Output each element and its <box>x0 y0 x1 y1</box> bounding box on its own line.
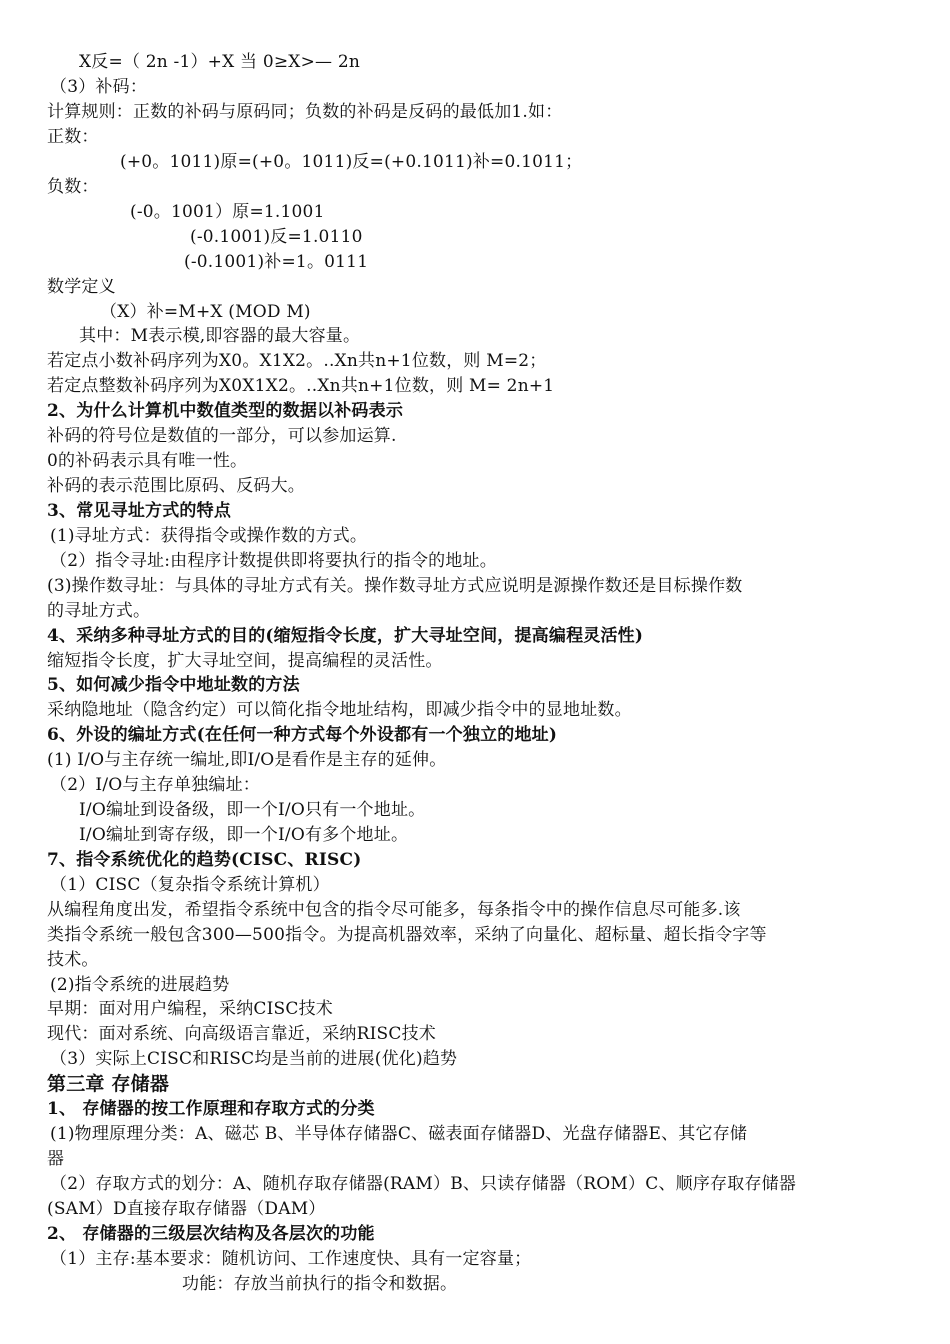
text-line: (1)寻址方式：获得指令或操作数的方式。 <box>50 526 368 546</box>
text-line: 类指令系统一般包含300—500指令。为提高机器效率，采纳了向量化、超标量、超长指令字等 <box>47 925 767 945</box>
text-line: 采纳隐地址（隐含约定）可以简化指令地址结构，即减少指令中的显地址数。 <box>47 700 632 720</box>
text-line: 正数： <box>47 127 99 147</box>
text-line: （1）CISC（复杂指令系统计算机） <box>50 875 330 895</box>
text-line: (1) I/O与主存统一编址,即I/O是看作是主存的延伸。 <box>47 750 447 770</box>
text-line: I/O编址到寄存级，即一个I/O有多个地址。 <box>79 825 409 845</box>
text-line: 的寻址方式。 <box>47 601 151 621</box>
text-line: （2）指令寻址:由程序计数提供即将要执行的指令的地址。 <box>50 551 497 571</box>
text-line: （1）主存:基本要求：随机访问、工作速度快、具有一定容量； <box>50 1249 532 1269</box>
text-line: 技术。 <box>47 950 99 970</box>
text-line: (2)指令系统的进展趋势 <box>50 975 230 995</box>
text-line: 现代：面对系统、向高级语言靠近，采纳RISC技术 <box>47 1024 436 1044</box>
text-line: 数学定义 <box>47 277 116 297</box>
text-line: 计算规则：正数的补码与原码同；负数的补码是反码的最低加1.如： <box>47 102 563 122</box>
text-line: I/O编址到设备级，即一个I/O只有一个地址。 <box>79 800 426 820</box>
text-line: 补码的表示范围比原码、反码大。 <box>47 476 305 496</box>
text-line: 补码的符号位是数值的一部分，可以参加运算. <box>47 426 397 446</box>
text-line: X反=（ 2n -1）+X 当 0≥X>— 2n <box>79 52 361 72</box>
text-line: （2）I/O与主存单独编址： <box>50 775 260 795</box>
text-line: (-0.1001)补=1。0111 <box>184 252 369 272</box>
text-line: (1)物理原理分类：A、磁芯 B、半导体存储器C、磁表面存储器D、光盘存储器E、其它存储 <box>50 1124 748 1144</box>
section-heading: 3、常见寻址方式的特点 <box>47 501 232 521</box>
chapter-title: 第三章 存储器 <box>47 1073 170 1095</box>
text-line: （2）存取方式的划分：A、随机存取存储器(RAM）B、只读存储器（ROM）C、顺序存取存储器 <box>50 1174 797 1194</box>
text-line: (-0.1001)反=1.0110 <box>190 227 363 247</box>
section-heading: 6、外设的编址方式(在任何一种方式每个外设都有一个独立的地址) <box>47 725 558 745</box>
text-line: 其中：M表示模,即容器的最大容量。 <box>79 326 361 346</box>
text-line: （3）实际上CISC和RISC均是当前的进展(优化)趋势 <box>50 1049 458 1069</box>
text-line: （3）补码： <box>50 77 148 97</box>
text-line: 从编程角度出发，希望指令系统中包含的指令尽可能多，每条指令中的操作信息尽可能多.该 <box>47 900 741 920</box>
text-line: 器 <box>47 1149 65 1169</box>
text-line: 负数： <box>47 177 99 197</box>
section-heading: 5、如何减少指令中地址数的方法 <box>47 675 300 695</box>
section-heading: 4、采纳多种寻址方式的目的(缩短指令长度，扩大寻址空间，提高编程灵活性) <box>47 626 644 646</box>
text-line: 早期：面对用户编程，采纳CISC技术 <box>47 999 333 1019</box>
text-line: (3)操作数寻址：与具体的寻址方式有关。操作数寻址方式应说明是源操作数还是目标操作数 <box>47 576 743 596</box>
text-line: 功能：存放当前执行的指令和数据。 <box>182 1274 458 1294</box>
text-line: 若定点整数补码序列为X0X1X2。..Xn共n+1位数，则 M= 2n+1 <box>47 376 555 396</box>
section-heading: 7、指令系统优化的趋势(CISC、RISC) <box>47 850 362 870</box>
text-line: 0的补码表示具有唯一性。 <box>47 451 248 471</box>
section-heading: 2、为什么计算机中数值类型的数据以补码表示 <box>47 401 404 421</box>
text-line: 若定点小数补码序列为X0。X1X2。..Xn共n+1位数，则 M=2； <box>47 351 547 371</box>
section-heading: 1、 存储器的按工作原理和存取方式的分类 <box>47 1099 375 1119</box>
text-line: (-0。1001）原=1.1001 <box>130 202 325 222</box>
text-line: (SAM）D直接存取存储器（DAM） <box>47 1199 326 1219</box>
text-line: (+0。1011)原=(+0。1011)反=(+0.1011)补=0.1011； <box>120 152 583 172</box>
text-line: 缩短指令长度，扩大寻址空间，提高编程的灵活性。 <box>47 651 443 671</box>
section-heading: 2、 存储器的三级层次结构及各层次的功能 <box>47 1224 375 1244</box>
text-line: （X）补=M+X (MOD M) <box>100 302 311 322</box>
